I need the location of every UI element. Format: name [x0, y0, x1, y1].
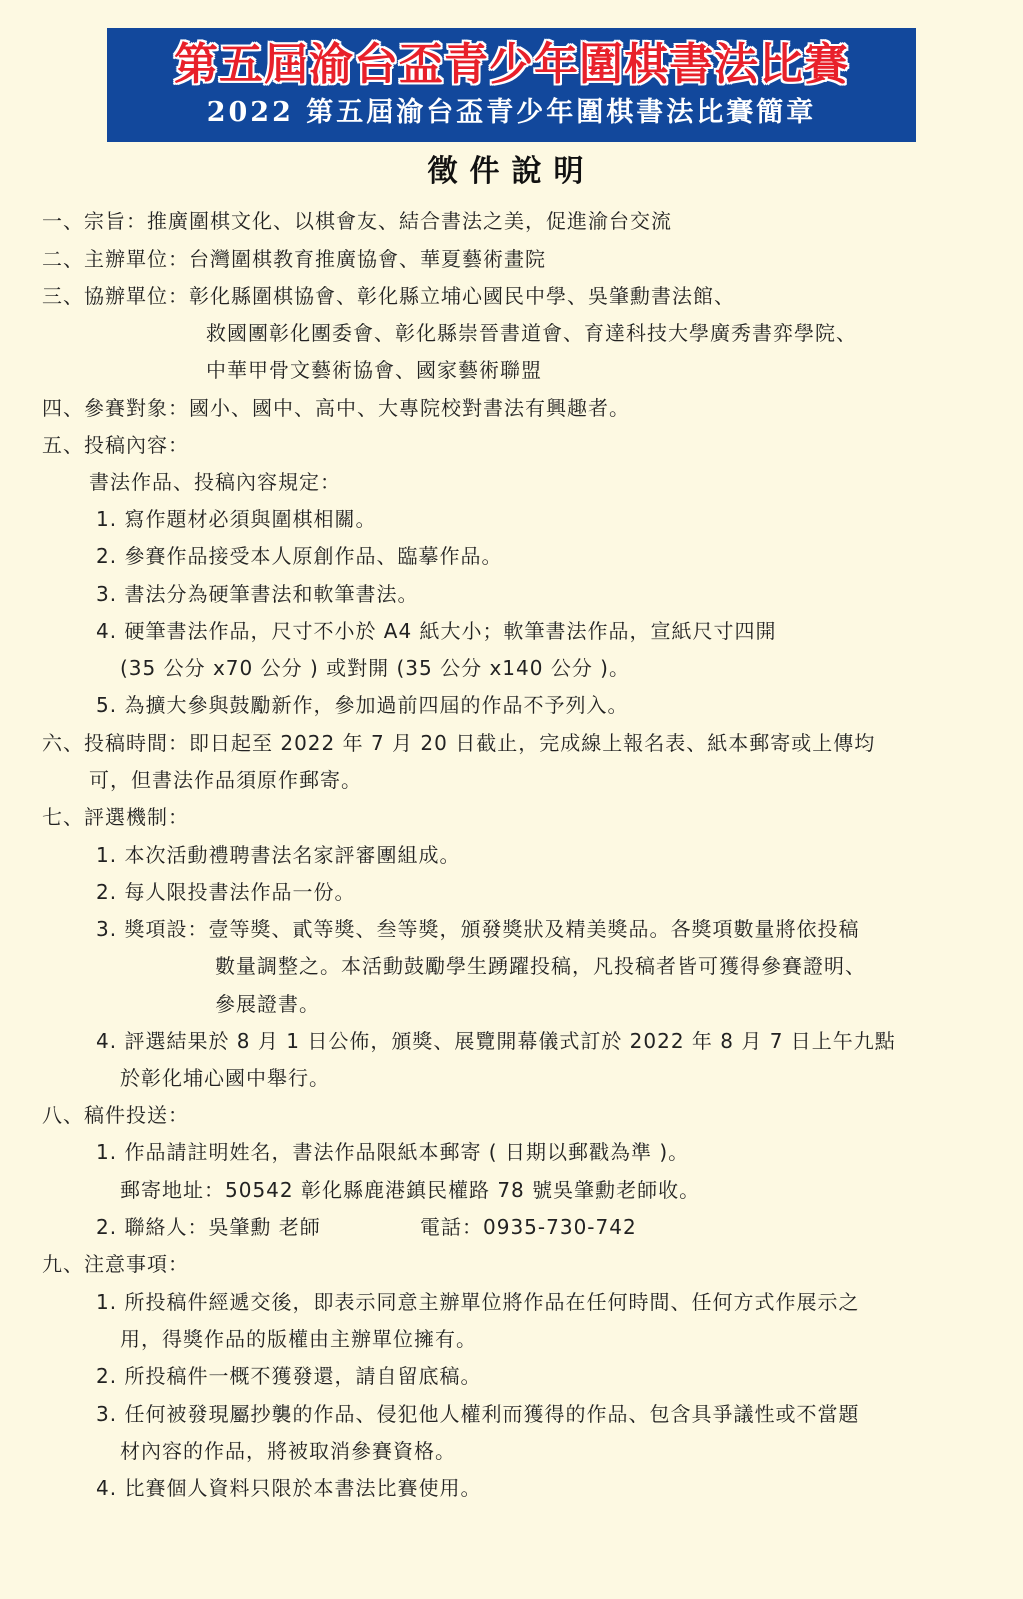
item-3-co-organizer: 三、協辦單位：彰化縣圍棋協會、彰化縣立埔心國民中學、吳肇勳書法館、: [42, 284, 735, 308]
item-5-rule-2: 2. 參賽作品接受本人原創作品、臨摹作品。: [96, 544, 503, 568]
item-8-rule-1: 1. 作品請註明姓名，書法作品限紙本郵寄 ( 日期以郵戳為準 )。: [96, 1140, 690, 1164]
item-9-rule-3: 3. 任何被發現屬抄襲的作品、侵犯他人權利而獲得的作品、包含具爭議性或不當題: [96, 1402, 860, 1426]
item-1-purpose: 一、宗旨：推廣圍棋文化、以棋會友、結合書法之美，促進渝台交流: [42, 209, 672, 233]
item-5-rule-1: 1. 寫作題材必須與圍棋相關。: [96, 507, 377, 531]
contact-phone: 電話：0935-730-742: [420, 1215, 637, 1239]
item-3-co-organizer-cont-2: 中華甲骨文藝術協會、國家藝術聯盟: [206, 358, 542, 382]
item-9-heading: 九、注意事項：: [42, 1252, 189, 1276]
title-banner: [107, 28, 916, 142]
item-9-rule-3-cont: 材內容的作品，將被取消參賽資格。: [120, 1439, 456, 1463]
item-8-heading: 八、稿件投送：: [42, 1103, 189, 1127]
section-heading: 徵件說明: [427, 154, 596, 189]
contact-person: 2. 聯絡人：吳肇勳 老師: [96, 1215, 321, 1239]
banner-title: 第五屆渝台盃青少年圍棋書法比賽: [174, 39, 849, 90]
item-2-organizer: 二、主辦單位：台灣圍棋教育推廣協會、華夏藝術畫院: [42, 247, 546, 271]
item-3-co-organizer-cont-1: 救國團彰化團委會、彰化縣崇晉書道會、育達科技大學廣秀書弈學院、: [206, 321, 857, 345]
banner-subtitle: 2022 第五屆渝台盃青少年圍棋書法比賽簡章: [206, 97, 817, 128]
item-9-rule-1: 1. 所投稿件經遞交後，即表示同意主辦單位將作品在任何時間、任何方式作展示之: [96, 1290, 860, 1314]
item-5-rule-4: 4. 硬筆書法作品，尺寸不小於 A4 紙大小；軟筆書法作品，宣紙尺寸四開: [96, 619, 777, 643]
item-7-rule-4: 4. 評選結果於 8 月 1 日公佈，頒獎、展覽開幕儀式訂於 2022 年 8 月 7 日上午九點: [96, 1029, 896, 1053]
item-5-heading: 五、投稿內容：: [42, 433, 189, 457]
mailing-address: 郵寄地址：50542 彰化縣鹿港鎮民權路 78 號吳肇勳老師收。: [120, 1178, 701, 1202]
item-4-participants: 四、參賽對象：國小、國中、高中、大專院校對書法有興趣者。: [42, 396, 630, 420]
item-7-rule-3-cont-1: 數量調整之。本活動鼓勵學生踴躍投稿，凡投稿者皆可獲得參賽證明、: [215, 954, 866, 978]
item-5-rule-4-cont: (35 公分 x70 公分 ) 或對開 (35 公分 x140 公分 )。: [120, 656, 630, 680]
item-7-rule-2: 2. 每人限投書法作品一份。: [96, 880, 356, 904]
item-9-rule-1-cont: 用，得獎作品的版權由主辦單位擁有。: [120, 1327, 477, 1351]
item-6-submission-time: 六、投稿時間：即日起至 2022 年 7 月 20 日截止，完成線上報名表、紙本郵寄或上傳均: [42, 731, 876, 755]
item-5-intro: 書法作品、投稿內容規定：: [89, 470, 341, 494]
item-5-rule-3: 3. 書法分為硬筆書法和軟筆書法。: [96, 582, 419, 606]
item-7-rule-3-cont-2: 參展證書。: [215, 992, 320, 1016]
item-7-heading: 七、評選機制：: [42, 805, 189, 829]
item-7-rule-1: 1. 本次活動禮聘書法名家評審團組成。: [96, 843, 461, 867]
item-9-rule-2: 2. 所投稿件一概不獲發還，請自留底稿。: [96, 1364, 482, 1388]
item-5-rule-5: 5. 為擴大參與鼓勵新作，參加過前四屆的作品不予列入。: [96, 693, 629, 717]
item-6-submission-time-cont: 可，但書法作品須原作郵寄。: [89, 768, 362, 792]
item-9-rule-4: 4. 比賽個人資料只限於本書法比賽使用。: [96, 1476, 482, 1500]
item-7-rule-3: 3. 獎項設：壹等獎、貳等獎、叁等獎，頒發獎狀及精美獎品。各獎項數量將依投稿: [96, 917, 860, 941]
item-7-rule-4-cont: 於彰化埔心國中舉行。: [120, 1066, 330, 1090]
